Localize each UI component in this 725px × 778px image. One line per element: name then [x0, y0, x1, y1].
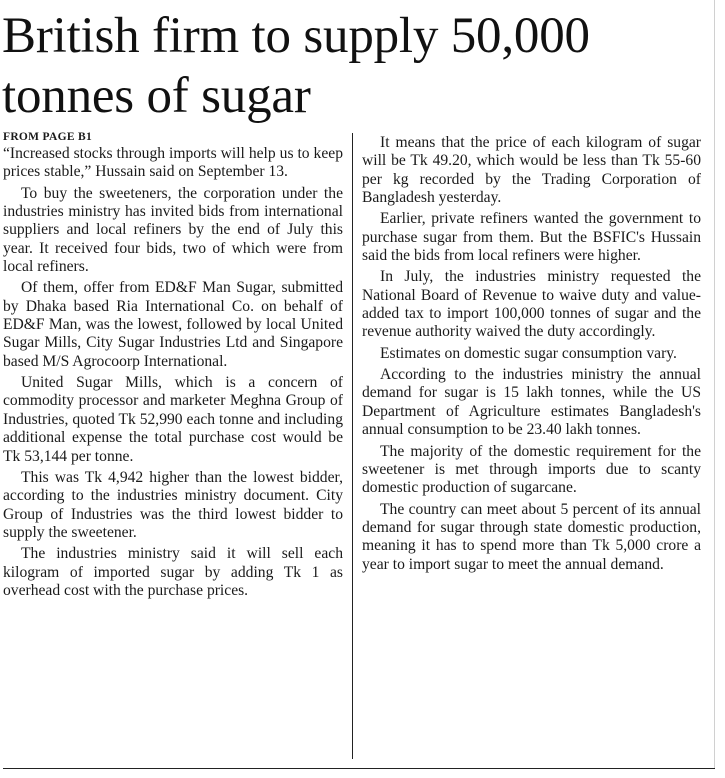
paragraph: This was Tk 4,942 higher than the lowest bidder, according to the industries ministry document. City Group of Industries was the third lowest bidder to supply the sweetener. [3, 468, 343, 541]
paragraph: To buy the sweeteners, the corporation under the industries ministry has invited bids from international suppliers and local refiners by the end of July this year. It received four bids, two of which were from local refiners. [3, 184, 343, 276]
paragraph: Of them, offer from ED&F Man Sugar, submitted by Dhaka based Ria International Co. on behalf of ED&F Man, was the lowest, followed by local United Sugar Mills, City Sugar Industries Ltd and Singapore based M/S Agrocoorp International. [3, 279, 343, 370]
paragraph: United Sugar Mills, which is a concern of commodity processor and marketer Meghna Group of Industries, quoted Tk 52,990 each tonne and including additional expense the total purchase cost would be Tk 53,144 per tonne. [3, 374, 343, 465]
paragraph: “Increased stocks through imports will help us to keep prices stable,” Hussain said on September 13. [3, 145, 343, 181]
page-edge-rule [714, 0, 715, 769]
paragraph: The majority of the domestic requirement for the sweetener is met through imports due to scanty domestic production of sugarcane. [362, 442, 701, 497]
headline: British firm to supply 50,000 tonnes of sugar [2, 8, 590, 124]
paragraph: Estimates on domestic sugar consumption vary. [380, 344, 677, 362]
paragraph: It means that the price of each kilogram of sugar will be Tk 49.20, which would be less than Tk 55-60 per kg recorded by the Trading Corporation of Bangladesh yesterday. [362, 134, 701, 207]
article-column-right [362, 134, 701, 577]
paragraph: The country can meet about 5 percent of its annual demand for sugar through state domestic production, meaning it has to spend more than Tk 5,000 crore a year to import sugar to meet the annual demand. [362, 500, 701, 573]
bottom-rule [3, 768, 715, 769]
paragraph: Earlier, private refiners wanted the government to purchase sugar from them. But the BSFIC's Hussain said the bids from local refiners were higher. [362, 210, 701, 265]
dateline: FROM PAGE B1 [3, 131, 92, 143]
article-column-left [3, 130, 343, 603]
column-divider [352, 133, 353, 759]
paragraph: The industries ministry said it will sell each kilogram of imported sugar by adding Tk 1 as overhead cost with the purchase prices. [3, 545, 343, 599]
paragraph: According to the industries ministry the annual demand for sugar is 15 lakh tonnes, while the US Department of Agriculture estimates Bangladesh's annual consumption to be 23.40 lakh tonnes. [362, 366, 701, 439]
paragraph: In July, the industries ministry requested the National Board of Revenue to waive duty and value-added tax to import 100,000 tonnes of sugar and the revenue authority waived the duty accordingly. [362, 268, 701, 341]
